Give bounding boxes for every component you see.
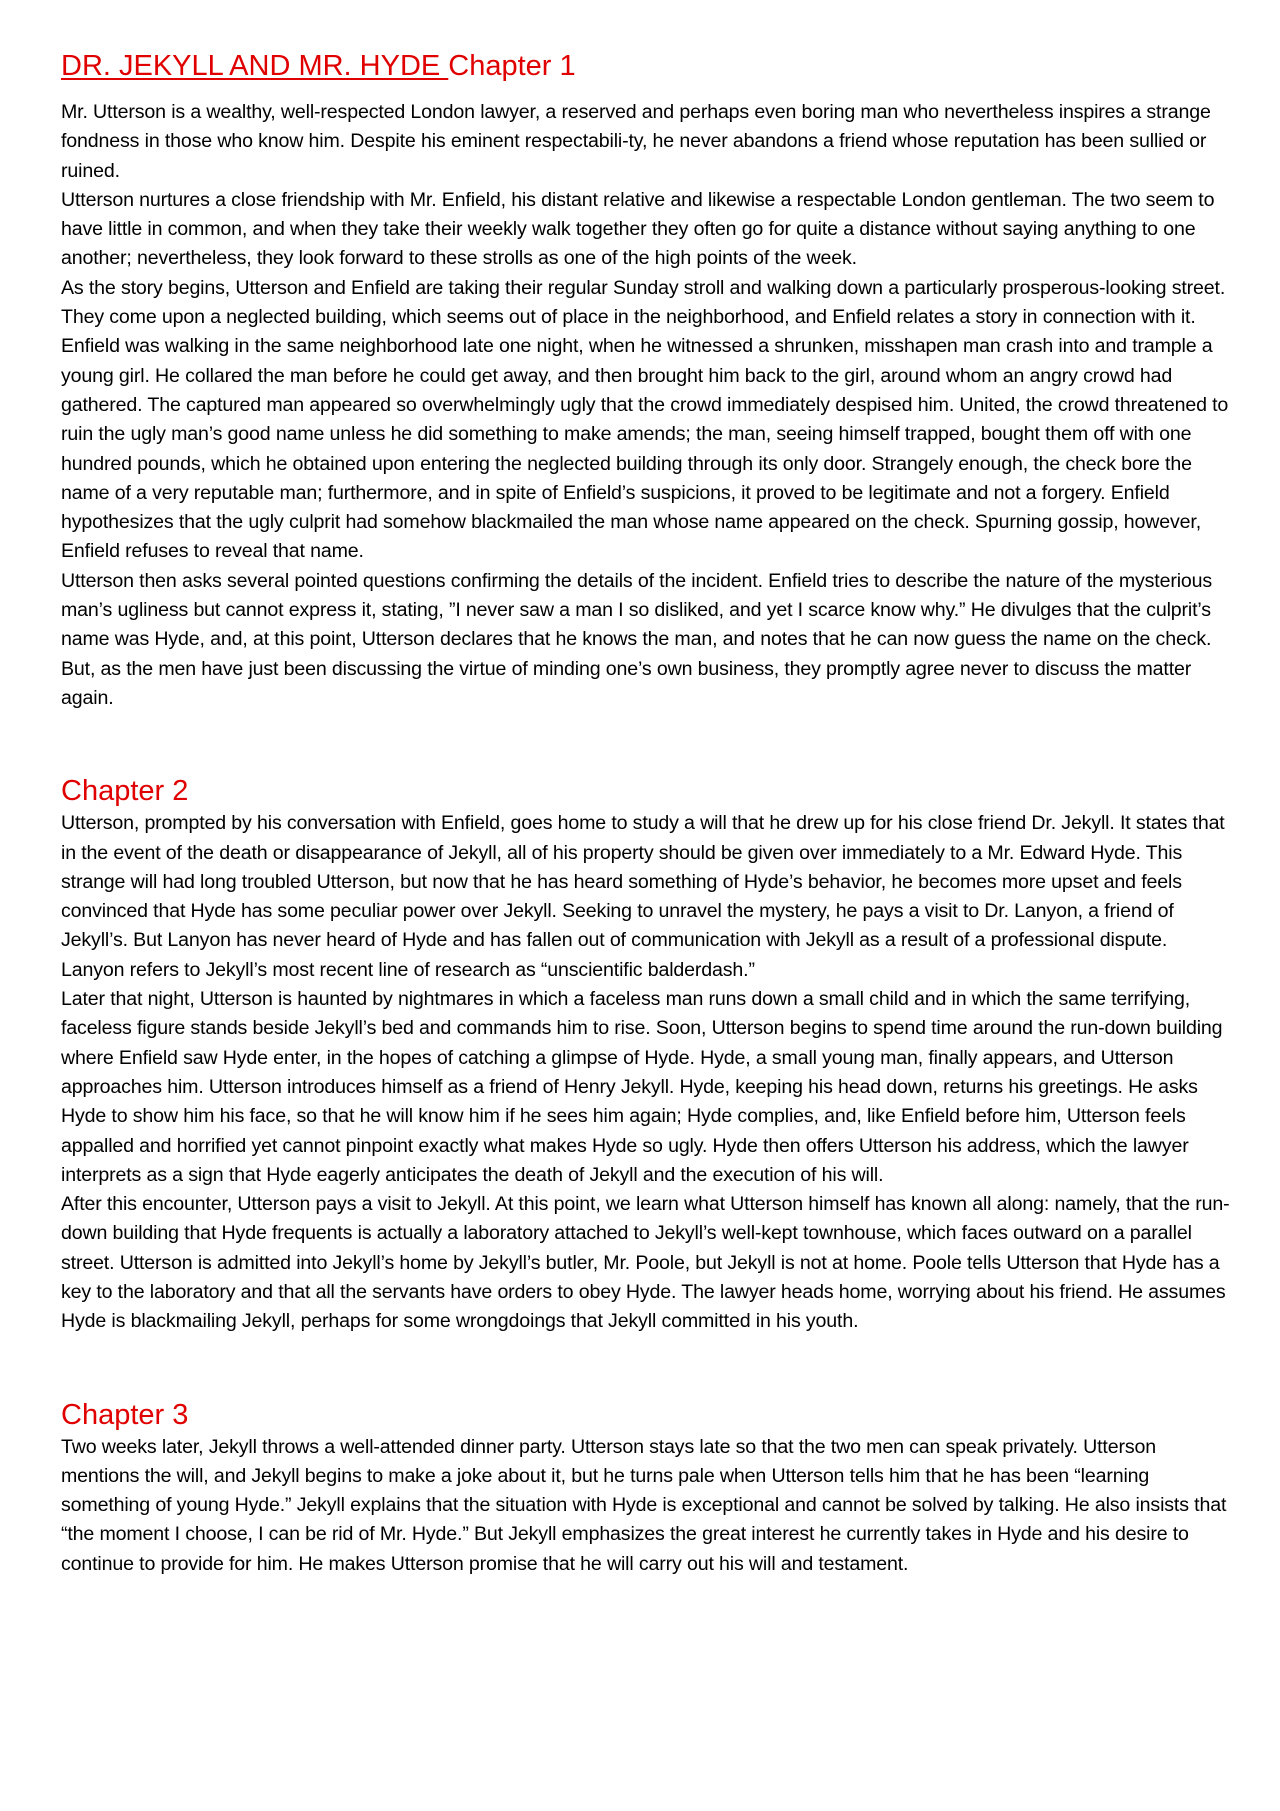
section-spacer xyxy=(61,713,1231,773)
chapter-1-paragraph: Utterson nurtures a close friendship with Mr. Enfield, his distant relative and likewise a respectable London gentleman. The two seem to have little in common, and when they take their weekly walk together they often go for quite a distance without saying anything to one another; nevertheless, they look forward to these strolls as one of the high points of the week. xyxy=(61,188,1215,270)
chapter-2-heading: Chapter 2 xyxy=(61,775,189,808)
chapter-3-heading: Chapter 3 xyxy=(61,1398,189,1431)
chapter-1-paragraph: Mr. Utterson is a wealthy, well-respected London lawyer, a reserved and perhaps even boring man who nevertheless inspires a strange fondness in those who know him. Despite his eminent respectabili-ty, he never abandons a friend whose reputation has been sullied or ruined. xyxy=(61,101,1211,182)
document-page xyxy=(61,48,1231,1579)
chapter-1-paragraph: Utterson then asks several pointed questions confirming the details of the incident. Enfield tries to describe the nature of the mysterious man’s ugliness but cannot express it, stating, ”I never saw a man I so disliked, and yet I scarce know why.” He divulges that the culprit’s name was Hyde, and, at this point, Utterson declares that he knows the man, and notes that he can now guess the name on the check. But, as the men have just been discussing the virtue of minding one’s own business, they promptly agree never to discuss the matter again. xyxy=(61,569,1213,709)
chapter-2-section xyxy=(61,773,1231,1336)
chapter-1-section xyxy=(61,98,1231,713)
chapter-3-paragraph: Two weeks later, Jekyll throws a well-attended dinner party. Utterson stays late so that the two men can speak privately. Utterson mentions the will, and Jekyll begins to make a joke about it, but he turns pale when Utterson tells him that he has been “learning something of young Hyde.” Jekyll explains that the situation with Hyde is exceptional and cannot be solved by talking. He also insists that “the moment I choose, I can be rid of Mr. Hyde.” But Jekyll emphasizes the great interest he currently takes in Hyde and his desire to continue to provide for him. He makes Utterson promise that he will carry out his will and testament. xyxy=(61,1435,1227,1575)
chapter-3-section xyxy=(61,1397,1231,1579)
book-title: DR. JEKYLL AND MR. HYDE xyxy=(61,50,449,82)
section-spacer xyxy=(61,1337,1231,1397)
chapter-2-paragraph: Later that night, Utterson is haunted by nightmares in which a faceless man runs down a small child and in which the same terrifying, faceless figure stands beside Jekyll’s bed and commands him to rise. Soon, Utterson begins to spend time around the run-down building where Enfield saw Hyde enter, in the hopes of catching a glimpse of Hyde. Hyde, a small young man, finally appears, and Utterson approaches him. Utterson introduces himself as a friend of Henry Jekyll. Hyde, keeping his head down, returns his greetings. He asks Hyde to show him his face, so that he will know him if he sees him again; Hyde complies, and, like Enfield before him, Utterson feels appalled and horrified yet cannot pinpoint exactly what makes Hyde so ugly. Hyde then offers Utterson his address, which the lawyer interprets as a sign that Hyde eagerly anticipates the death of Jekyll and the execution of his will. xyxy=(61,988,1223,1186)
chapter-2-paragraph: After this encounter, Utterson pays a visit to Jekyll. At this point, we learn what Utterson himself has known all along: namely, that the run-down building that Hyde frequents is actually a laboratory attached to Jekyll’s well-kept townhouse, which faces outward on a parallel street. Utterson is admitted into Jekyll’s home by Jekyll’s butler, Mr. Poole, but Jekyll is not at home. Poole tells Utterson that Hyde has a key to the laboratory and that all the servants have orders to obey Hyde. The lawyer heads home, worrying about his friend. He assumes Hyde is blackmailing Jekyll, perhaps for some wrongdoings that Jekyll committed in his youth. xyxy=(61,1193,1230,1333)
chapter-2-paragraph: Utterson, prompted by his conversation with Enfield, goes home to study a will that he drew up for his close friend Dr. Jekyll. It states that in the event of the death or disappearance of Jekyll, all of his property should be given over immediately to a Mr. Edward Hyde. This strange will had long troubled Utterson, but now that he has heard something of Hyde’s behavior, he becomes more upset and feels convinced that Hyde has some peculiar power over Jekyll. Seeking to unravel the mystery, he pays a visit to Dr. Lanyon, a friend of Jekyll’s. But Lanyon has never heard of Hyde and has fallen out of communication with Jekyll as a result of a professional dispute. Lanyon refers to Jekyll’s most recent line of research as “unscientific balderdash.” xyxy=(61,812,1225,981)
document-title xyxy=(61,48,1231,84)
chapter-1-heading: Chapter 1 xyxy=(448,50,576,82)
chapter-1-paragraph: As the story begins, Utterson and Enfield are taking their regular Sunday stroll and walking down a particularly prosperous-looking street. They come upon a neglected building, which seems out of place in the neighborhood, and Enfield relates a story in connection with it. Enfield was walking in the same neighborhood late one night, when he witnessed a shrunken, misshapen man crash into and trample a young girl. He collared the man before he could get away, and then brought him back to the girl, around whom an angry crowd had gathered. The captured man appeared so overwhelmingly ugly that the crowd immediately despised him. United, the crowd threatened to ruin the ugly man’s good name unless he did something to make amends; the man, seeing himself trapped, bought them off with one hundred pounds, which he obtained upon entering the neglected building through its only door. Strangely enough, the check bore the name of a very reputable man; furthermore, and in spite of Enfield’s suspicions, it proved to be legitimate and not a forgery. Enfield hypothesizes that the ugly culprit had somehow blackmailed the man whose name appeared on the check. Spurning gossip, however, Enfield refuses to reveal that name. xyxy=(61,276,1229,563)
